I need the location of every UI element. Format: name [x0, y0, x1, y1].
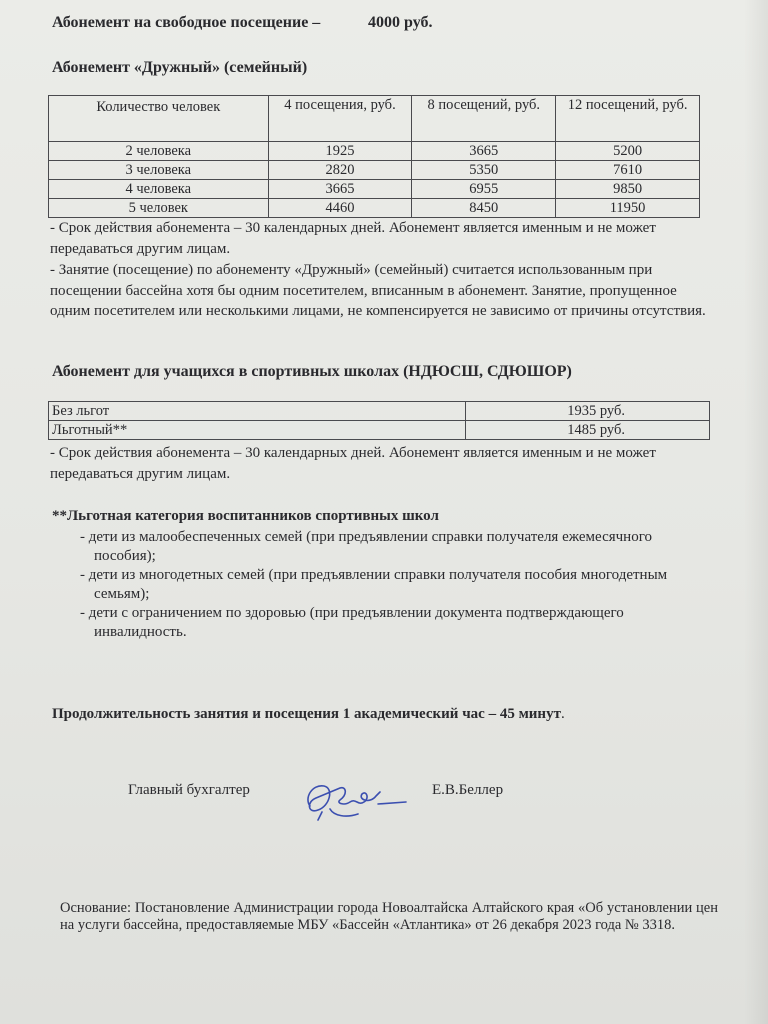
duration-line — [52, 706, 565, 723]
table-cell: 2 человека — [49, 142, 269, 161]
list-item: - дети с ограничением по здоровью (при предъявлении документа подтверждающего инвалидность. — [80, 605, 624, 640]
handwritten-signature — [300, 776, 410, 826]
column-header: 12 посещений, руб. — [556, 96, 700, 142]
column-header: 8 посещений, руб. — [412, 96, 556, 142]
table-cell: 6955 — [412, 180, 556, 199]
table-row — [49, 402, 710, 421]
list-item: - дети из малообеспеченных семей (при предъявлении справки получателя ежемесячного пособия); — [80, 529, 652, 564]
column-header: 4 посещения, руб. — [268, 96, 412, 142]
table-cell: 3 человека — [49, 161, 269, 180]
legal-basis: Основание: Постановление Администрации города Новоалтайска Алтайского края «Об установлении цен на услуги бассейна, предоставляемые МБУ «Бассейн «Атлантика» от 26 декабря 2023 года № 3318. — [60, 900, 718, 933]
table-cell: 1925 — [268, 142, 412, 161]
table-cell: 4 человека — [49, 180, 269, 199]
table-cell: 1935 руб. — [466, 402, 710, 421]
signer-position: Главный бухгалтер — [128, 782, 250, 798]
free-pass-price: 4000 руб. — [368, 14, 433, 31]
family-validity-note: - Срок действия абонемента – 30 календарных дней. Абонемент является именным и не может передаваться другим лицам. — [50, 220, 656, 257]
table-row — [49, 180, 700, 199]
duration-suffix: . — [560, 706, 565, 722]
table-cell: 5350 — [412, 161, 556, 180]
table-row — [49, 161, 700, 180]
table-cell: 7610 — [556, 161, 700, 180]
list-item: - дети из многодетных семей (при предъявлении справки получателя пособия многодетным семьям); — [80, 567, 668, 602]
school-validity-note: - Срок действия абонемента – 30 календарных дней. Абонемент является именным и не может передаваться другим лицам. — [50, 445, 656, 482]
table-row — [49, 199, 700, 218]
free-pass-label: Абонемент на свободное посещение – — [52, 14, 321, 31]
table-header-row — [49, 96, 700, 142]
table-cell: 5200 — [556, 142, 700, 161]
preferential-list — [80, 528, 680, 642]
table-cell: 5 человек — [49, 199, 269, 218]
table-cell: 2820 — [268, 161, 412, 180]
table-cell: 9850 — [556, 180, 700, 199]
table-cell: Без льгот — [49, 402, 466, 421]
family-price-table — [48, 95, 700, 218]
table-cell: 11950 — [556, 199, 700, 218]
page-edge-shadow — [744, 0, 768, 1024]
signer-name: Е.В.Беллер — [432, 782, 504, 798]
table-row — [49, 142, 700, 161]
table-cell: 3665 — [268, 180, 412, 199]
preferential-title: **Льготная категория воспитанников спортивных школ — [52, 508, 439, 524]
table-cell: 3665 — [412, 142, 556, 161]
family-section-title: Абонемент «Дружный» (семейный) — [52, 59, 308, 76]
table-cell: 1485 руб. — [466, 421, 710, 440]
school-price-table — [48, 401, 710, 440]
table-cell: 8450 — [412, 199, 556, 218]
family-usage-note: - Занятие (посещение) по абонементу «Дружный» (семейный) считается использованным при посещении бассейна хотя бы одним посетителем, вписанным в абонемент. Занятие, пропущенное одним посетителем или несколькими лицами, не компенсируется не зависимо от причины отсутствия. — [50, 262, 706, 319]
column-header: Количество человек — [49, 96, 269, 142]
duration-text: Продолжительность занятия и посещения 1 академический час – 45 минут — [52, 706, 561, 722]
table-cell: Льготный** — [49, 421, 466, 440]
school-section-title: Абонемент для учащихся в спортивных школах (НДЮСШ, СДЮШОР) — [52, 363, 572, 380]
table-cell: 4460 — [268, 199, 412, 218]
table-row — [49, 421, 710, 440]
